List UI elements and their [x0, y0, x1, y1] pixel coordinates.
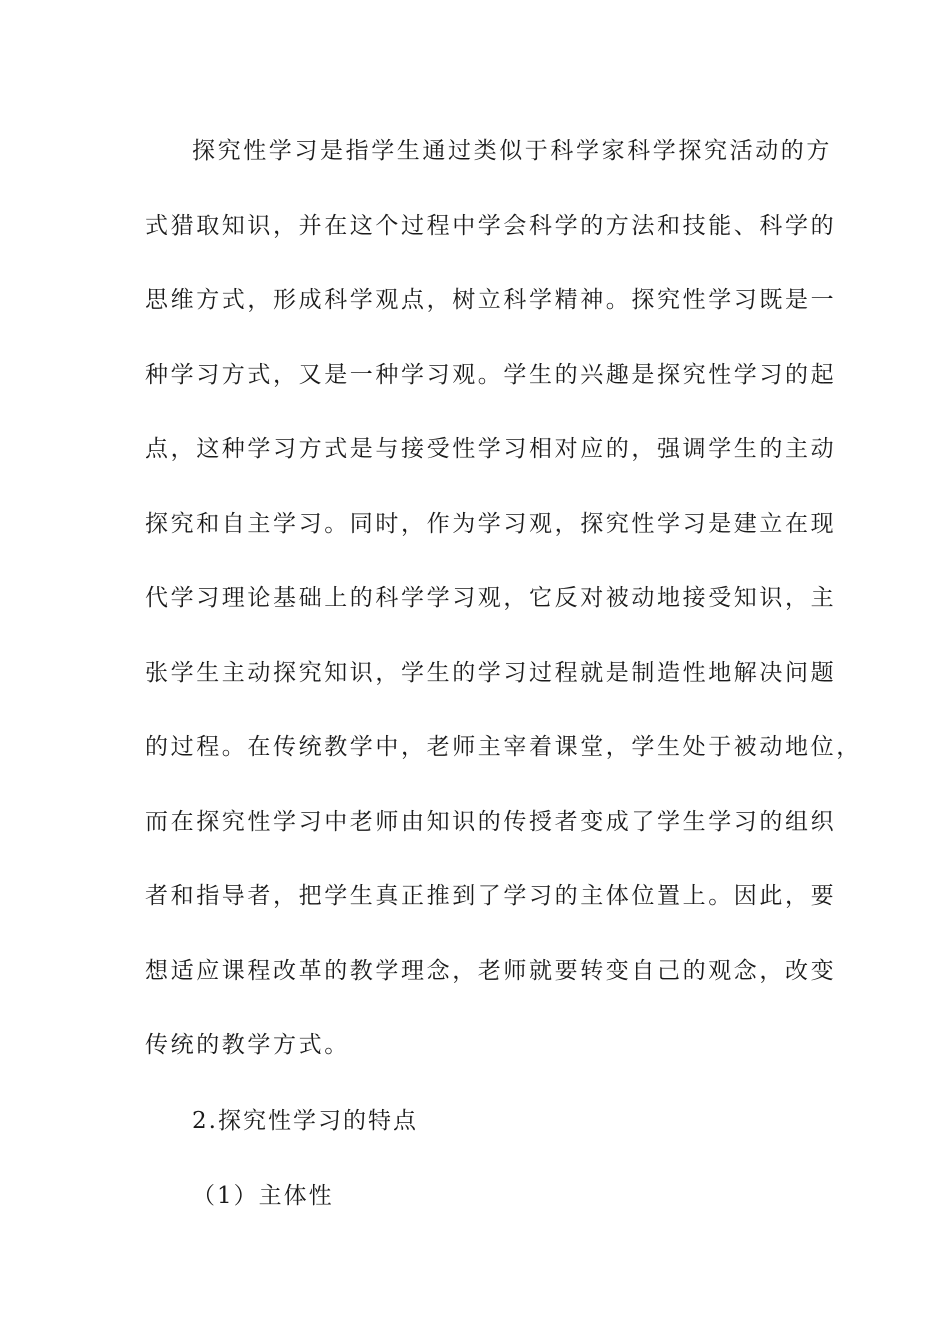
paragraph-line: 探究性学习是指学生通过类似于科学家科学探究活动的方 [192, 138, 832, 164]
paragraph-line: 式猎取知识，并在这个过程中学会科学的方法和技能、科学的 [145, 213, 837, 239]
paragraph-line: 的过程。在传统教学中，老师主宰着课堂，学生处于被动地位， [145, 734, 862, 760]
paragraph-line: 者和指导者，把学生真正推到了学习的主体位置上。因此，要 [145, 883, 837, 909]
subsection-heading: （1）主体性 [192, 1183, 334, 1209]
paragraph-line: 代学习理论基础上的科学学习观，它反对被动地接受知识，主 [145, 585, 837, 611]
paragraph-line: 种学习方式，又是一种学习观。学生的兴趣是探究性学习的起 [145, 362, 837, 388]
section-heading: 2.探究性学习的特点 [192, 1108, 418, 1134]
paragraph-line: 想适应课程改革的教学理念，老师就要转变自己的观念，改变 [145, 958, 837, 984]
paragraph-line: 张学生主动探究知识，学生的学习过程就是制造性地解决问题 [145, 660, 837, 686]
paragraph-line: 而在探究性学习中老师由知识的传授者变成了学生学习的组织 [145, 809, 837, 835]
paragraph-line: 点，这种学习方式是与接受性学习相对应的，强调学生的主动 [145, 436, 837, 462]
paragraph-line: 探究和自主学习。同时，作为学习观，探究性学习是建立在现 [145, 511, 837, 537]
paragraph-line: 思维方式，形成科学观点，树立科学精神。探究性学习既是一 [145, 287, 837, 313]
paragraph-line: 传统的教学方式。 [145, 1032, 350, 1058]
